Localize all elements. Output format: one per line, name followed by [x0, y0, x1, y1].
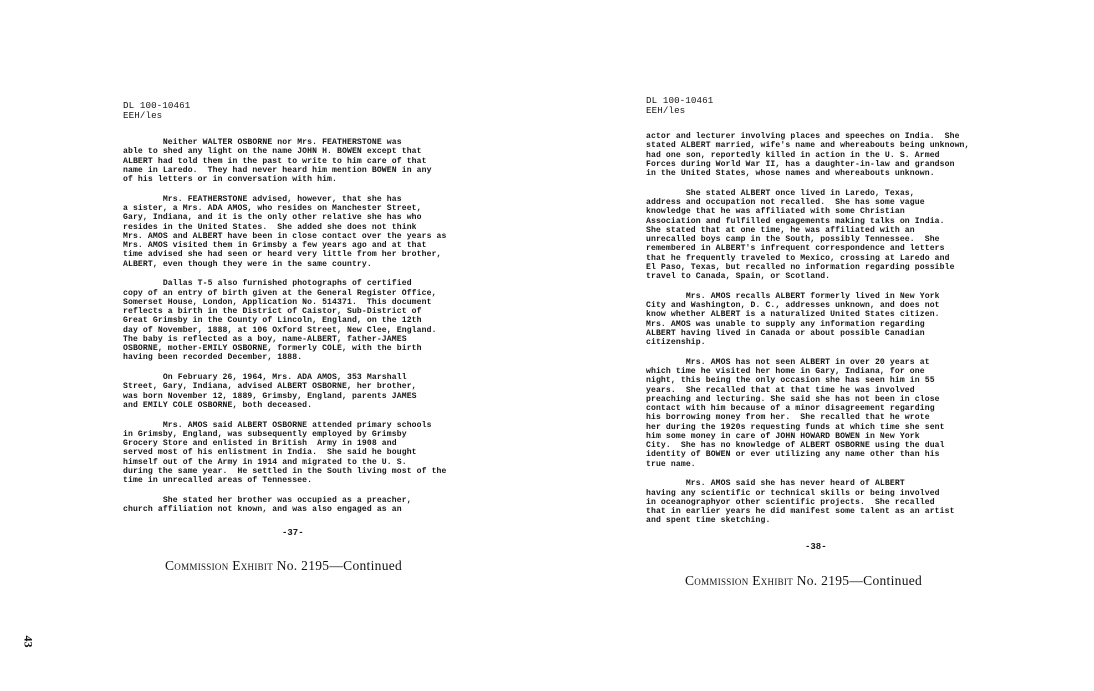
file-number: DL 100-10461 [646, 95, 714, 106]
text-line: stated ALBERT married, wife's name and whereabouts being unknown, [646, 141, 970, 151]
text-line: travel to Canada, Spain, or Scotland. [646, 272, 831, 281]
text-line: himself out of the Army in 1914 and migrated to the U. S. [123, 457, 407, 467]
text-line: ALBERT had told them in the past to write to him care of that [123, 156, 427, 166]
text-line: Mrs. AMOS said she has never heard of ALBERT [646, 479, 905, 489]
caption-small-caps: Commission Exhibit [165, 558, 274, 573]
right-page [547, 0, 1094, 691]
text-line: ALBERT having lived in Canada or about possible Canadian [646, 328, 925, 338]
report-body [123, 138, 523, 525]
text-line: able to shed any light on the name JOHN H. BOWEN except that [123, 147, 422, 157]
text-line: ALBERT, even though they were in the same country. [123, 259, 372, 269]
text-line: Gary, Indiana, and it is the only other relative she has who [123, 213, 422, 223]
text-line: She stated that at one time, he was affiliated with an [646, 225, 915, 235]
text-line: night, this being the only occasion she has seen him in 55 [646, 376, 935, 386]
caption-number: No. 2195—Continued [273, 558, 403, 573]
page-number: -38- [805, 542, 827, 552]
file-header [646, 96, 713, 116]
text-line: Grocery Store and enlisted in British Army in 1908 and [123, 439, 397, 448]
text-line: Neither WALTER OSBORNE nor Mrs. FEATHERSTONE was [123, 138, 402, 147]
text-line: that he frequently traveled to Mexico, crossing at Laredo and [646, 253, 950, 263]
text-line: Great Grimsby in the County of Lincoln, England, on the 12th [123, 316, 422, 326]
text-line: name in Laredo. They had never heard him mention BOWEN in any [123, 165, 432, 175]
text-line: She stated her brother was occupied as a preacher, [123, 495, 412, 505]
text-line: remembered in ALBERT's infrequent correspondence and letters [646, 244, 945, 254]
page-number: -37- [282, 528, 304, 538]
paragraph [646, 358, 1046, 469]
report-body [646, 132, 1046, 536]
caption-small-caps: Commission Exhibit [685, 573, 794, 588]
text-line: time in unrecalled areas of Tennessee. [123, 476, 313, 485]
text-line: her during the 1920s requesting funds at which time she sent [646, 422, 945, 432]
text-line: City and Washington, D. C., addresses unknown, and does not [646, 301, 940, 310]
paragraph [646, 479, 1046, 525]
text-line: unrecalled boys camp in the South, possibly Tennessee. She [646, 235, 940, 244]
text-line: citizenship. [646, 338, 706, 347]
text-line: in the United States, whose names and whereabouts unknown. [646, 169, 935, 178]
text-line: copy of an entry of birth given at the General Register Office, [123, 288, 437, 298]
text-line: his borrowing money from her. She recalled that he wrote [646, 413, 930, 423]
text-line: him some money in care of JOHN HOWARD BOWEN in New York [646, 431, 920, 441]
exhibit-caption [165, 558, 402, 574]
paragraph [123, 421, 523, 486]
text-line: contact with him because of a minor disagreement regarding [646, 404, 935, 413]
text-line: resides in the United States. She added she does not think [123, 222, 417, 232]
text-line: that in earlier years he did manifest some talent as an artist [646, 507, 955, 516]
volume-page-number: 43 [21, 635, 36, 648]
text-line: Mrs. AMOS recalls ALBERT formerly lived in New York [646, 291, 940, 301]
text-line: years. She recalled that at that time he was involved [646, 385, 915, 395]
text-line: identity of BOWEN or ever utilizing any name other than his [646, 450, 940, 460]
paragraph [123, 138, 523, 184]
text-line: was born November 12, 1889, Grimsby, England, parents JAMES [123, 391, 417, 401]
text-line: of his letters or in conversation with him. [123, 175, 338, 184]
text-line: Somerset House, London, Application No. 514371. This document [123, 297, 432, 307]
text-line: preaching and lecturing. She said she has not been in close [646, 394, 940, 404]
text-line: which time he visited her home in Gary, Indiana, for one [646, 367, 925, 376]
text-line: address and occupation not recalled. She has some vague [646, 198, 925, 207]
text-line: City. She has no knowledge of ALBERT OSBORNE using the dual [646, 441, 945, 450]
text-line: Association and fulfilled engagements making talks on India. [646, 216, 945, 226]
paragraph [646, 132, 1046, 178]
text-line: Street, Gary, Indiana, advised ALBERT OSBORNE, her brother, [123, 382, 417, 392]
initials: EEH/les [123, 110, 163, 121]
text-line: Forces during World War II, has a daughter-in-law and grandson [646, 159, 955, 169]
text-line: Mrs. AMOS and ALBERT have been in close contact over the years as [123, 231, 447, 241]
text-line: actor and lecturer involving places and speeches on India. She [646, 132, 960, 141]
text-line: in Grimsby, England, was subsequently employed by Grimsby [123, 429, 407, 439]
text-line: knowledge that he was affiliated with some Christian [646, 207, 905, 217]
text-line: church affiliation not known, and was also engaged as an [123, 505, 402, 514]
text-line: a sister, a Mrs. ADA AMOS, who resides on Manchester Street, [123, 204, 422, 213]
text-line: and spent time sketching. [646, 516, 771, 526]
text-line: and EMILY COLE OSBORNE, both deceased. [123, 400, 313, 410]
paragraph [123, 195, 523, 269]
text-line: Mrs. FEATHERSTONE advised, however, that she has [123, 194, 402, 204]
text-line: The baby is reflected as a boy, name-ALBERT, father-JAMES [123, 334, 407, 344]
text-line: Mrs. AMOS said ALBERT OSBORNE attended primary schools [123, 420, 432, 430]
text-line: having any scientific or technical skills or being involved [646, 488, 940, 498]
file-header [123, 101, 190, 121]
text-line: served most of his enlistment in India. She said he bought [123, 448, 417, 458]
paragraph [123, 496, 523, 515]
text-line: time advised she had seen or heard very little from her brother, [123, 250, 442, 260]
text-line: Mrs. AMOS visited them in Grimsby a few years ago and at that [123, 241, 427, 250]
text-line: Dallas T-5 also furnished photographs of certified [123, 279, 412, 289]
text-line: having been recorded December, 1888. [123, 353, 303, 363]
initials: EEH/les [646, 105, 686, 116]
paragraph [123, 279, 523, 362]
text-line: know whether ALBERT is a naturalized United States citizen. [646, 310, 940, 320]
paragraph [646, 292, 1046, 348]
caption-number: No. 2195—Continued [793, 573, 923, 588]
text-line: Mrs. AMOS has not seen ALBERT in over 20 years at [646, 357, 930, 367]
file-number: DL 100-10461 [123, 100, 191, 111]
paragraph [646, 189, 1046, 282]
text-line: Mrs. AMOS was unable to supply any information regarding [646, 319, 925, 329]
text-line: El Paso, Texas, but recalled no information regarding possible [646, 262, 955, 272]
text-line: OSBORNE, mother-EMILY OSBORNE, formerly COLE, with the birth [123, 344, 422, 353]
text-line: On February 26, 1964, Mrs. ADA AMOS, 353 Marshall [123, 373, 407, 382]
text-line: in oceanographyor other scientific projects. She recalled [646, 497, 935, 507]
paragraph [123, 373, 523, 410]
text-line: reflects a birth in the District of Caistor, Sub-District of [123, 307, 422, 316]
exhibit-caption [685, 573, 922, 589]
text-line: had one son, reportedly killed in action in the U. S. Armed [646, 150, 940, 160]
text-line: day of November, 1888, at 106 Oxford Street, New Clee, England. [123, 325, 437, 335]
text-line: She stated ALBERT once lived in Laredo, Texas, [646, 188, 915, 198]
text-line: true name. [646, 459, 696, 469]
text-line: during the same year. He settled in the South living most of the [123, 466, 447, 476]
